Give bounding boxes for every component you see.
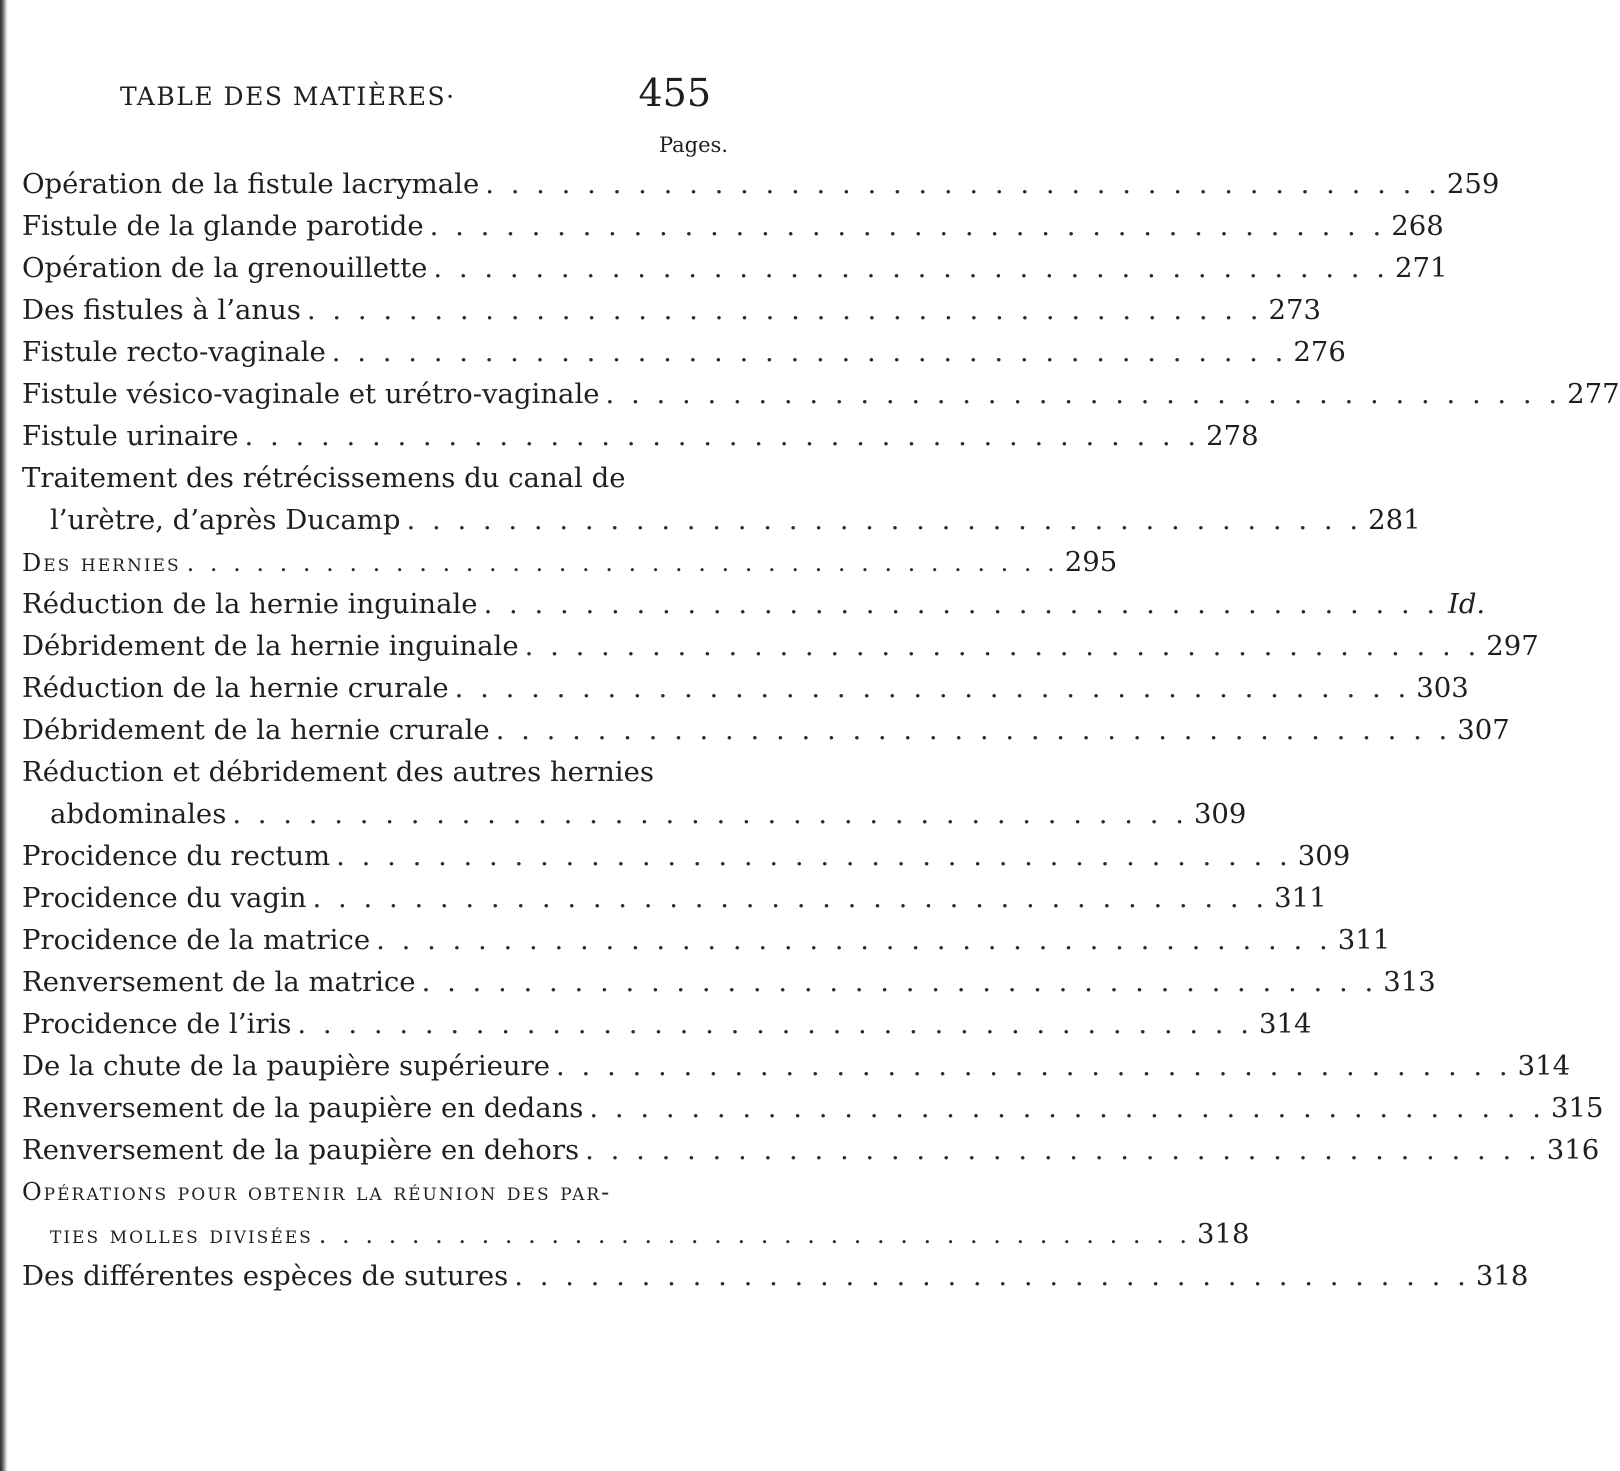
toc-entry <box>22 709 1510 751</box>
toc-entry <box>22 289 1322 331</box>
dot-leader: . . . . . . . . . . . . . . . . . . . . . . . . . . . . . . . . . . . . . . <box>605 378 1562 410</box>
dot-leader: . . . . . . . . . . . . . . . . . . . . . . . . . . . . . . . . . . . . . . <box>495 714 1452 746</box>
toc-entry-page: 309 <box>1297 840 1351 872</box>
toc-entry-page: 315 <box>1551 1092 1604 1124</box>
toc-entry-continuation <box>22 793 1247 835</box>
toc-entry-page: 314 <box>1259 1008 1312 1040</box>
toc-entry <box>22 835 1351 877</box>
dot-leader: . . . . . . . . . . . . . . . . . . . . . . . . . . . . . . . . . . . . . . <box>589 1092 1546 1124</box>
toc-entry <box>22 751 719 793</box>
dot-leader: . . . . . . . . . . . . . . . . . . . . . . . . . . . . . . . . . . . . . . <box>336 840 1292 872</box>
toc-entry-title: Opérations pour obtenir la réunion des par- <box>22 1178 612 1206</box>
toc-entry <box>22 961 1436 1003</box>
toc-entry-page: 316 <box>1546 1134 1600 1166</box>
dot-leader: . . . . . . . . . . . . . . . . . . . . . . . . . . . . . . . . . . . . . . <box>454 672 1411 704</box>
toc-entry-title: Des fistules à l’anus <box>22 294 301 326</box>
toc-entry-page: 313 <box>1383 966 1436 998</box>
toc-entry-title: Des différentes espèces de sutures <box>22 1260 509 1292</box>
toc-entry-page: 303 <box>1416 672 1469 704</box>
toc-entry-continuation <box>22 1213 1250 1255</box>
toc-entry-title: Fistule de la glande parotide <box>22 210 424 242</box>
toc-entry-page: 311 <box>1274 882 1327 914</box>
toc-entry-page: 268 <box>1391 210 1444 242</box>
dot-leader: . . . . . . . . . . . . . . . . . . . . . . . . . . . . . . . . . . . . . . <box>186 549 1059 577</box>
toc-entry-title: Renversement de la paupière en dedans <box>22 1092 584 1124</box>
toc-entry <box>22 667 1469 709</box>
toc-entry-title: Des hernies <box>22 549 181 577</box>
dot-leader: . . . . . . . . . . . . . . . . . . . . . . . . . . . . . . . . . . . . . . <box>429 210 1386 242</box>
toc-entry <box>22 583 1486 625</box>
toc-entry <box>22 1045 1571 1087</box>
toc-entry <box>22 1255 1529 1297</box>
toc-entry-title: Fistule vésico-vaginale et urétro-vaginale <box>22 378 600 410</box>
toc-entry-title: ties molles divisées <box>50 1221 313 1249</box>
toc-entry-title: l’urètre, d’après Ducamp <box>50 504 401 536</box>
dot-leader: . . . . . . . . . . . . . . . . . . . . . . . . . . . . . . . . . . . . . . <box>485 168 1441 200</box>
dot-leader: . . . . . . . . . . . . . . . . . . . . . . . . . . . . . . . . . . . . . . <box>483 588 1440 620</box>
toc-entry-title: Réduction et débridement des autres hernies <box>22 756 654 788</box>
running-head-title: TABLE DES MATIÈRES· <box>120 82 456 111</box>
toc-entry-title: abdominales <box>50 798 227 830</box>
toc-entry <box>22 457 719 499</box>
toc-entry-page: 307 <box>1457 714 1510 746</box>
dot-leader: . . . . . . . . . . . . . . . . . . . . . . . . . . . . . . . . . . . . . . <box>406 504 1363 536</box>
toc-entry-title: Fistule urinaire <box>22 420 239 452</box>
toc-entry-title: Procidence de la matrice <box>22 924 371 956</box>
toc-entry-page: 295 <box>1064 546 1118 578</box>
toc-entry <box>22 163 1500 205</box>
dot-leader: . . . . . . . . . . . . . . . . . . . . . . . . . . . . . . . . . . . . . . <box>318 1221 1191 1249</box>
dot-leader: . . . . . . . . . . . . . . . . . . . . . . . . . . . . . . . . . . . . . . <box>376 924 1332 956</box>
toc-entry <box>22 877 1327 919</box>
dot-leader: . . . . . . . . . . . . . . . . . . . . . . . . . . . . . . . . . . . . . . <box>421 966 1378 998</box>
toc-entry-title: Débridement de la hernie inguinale <box>22 630 519 662</box>
toc-entry <box>22 205 1444 247</box>
toc-entry-title: Réduction de la hernie inguinale <box>22 588 478 620</box>
toc-entry <box>22 1129 1600 1171</box>
toc-entry-title: Renversement de la paupière en dehors <box>22 1134 580 1166</box>
page-number: 455 <box>638 71 711 115</box>
toc-entry <box>22 331 1346 373</box>
toc-entry <box>22 919 1391 961</box>
toc-entry-title: Procidence du rectum <box>22 840 331 872</box>
toc-entry-page: 259 <box>1446 168 1500 200</box>
toc-entry-page: 318 <box>1475 1260 1529 1292</box>
toc-entry-page: 273 <box>1268 294 1322 326</box>
dot-leader: . . . . . . . . . . . . . . . . . . . . . . . . . . . . . . . . . . . . . . <box>514 1260 1470 1292</box>
toc-entry-title: Débridement de la hernie crurale <box>22 714 490 746</box>
toc-entry-title: Procidence du vagin <box>22 882 307 914</box>
toc-entry-title: Réduction de la hernie crurale <box>22 672 449 704</box>
toc-entry-continuation <box>22 499 1421 541</box>
toc-section-heading <box>22 541 1118 583</box>
dot-leader: . . . . . . . . . . . . . . . . . . . . . . . . . . . . . . . . . . . . . . <box>297 1008 1254 1040</box>
toc-entry-title: De la chute de la paupière supérieure <box>22 1050 551 1082</box>
dot-leader: . . . . . . . . . . . . . . . . . . . . . . . . . . . . . . . . . . . . . . <box>312 882 1269 914</box>
toc-entry-page: 314 <box>1517 1050 1571 1082</box>
toc-entry <box>22 625 1539 667</box>
running-head <box>120 71 740 126</box>
toc-entry-page: 277 <box>1567 378 1620 410</box>
toc-entry <box>22 1003 1312 1045</box>
dot-leader: . . . . . . . . . . . . . . . . . . . . . . . . . . . . . . . . . . . . . . <box>524 630 1481 662</box>
toc-entry <box>22 247 1448 289</box>
toc-entry-page: 318 <box>1196 1218 1250 1250</box>
dot-leader: . . . . . . . . . . . . . . . . . . . . . . . . . . . . . . . . . . . . . . <box>331 336 1288 368</box>
dot-leader: . . . . . . . . . . . . . . . . . . . . . . . . . . . . . . . . . . . . . . <box>433 252 1390 284</box>
toc-entry-page: 281 <box>1368 504 1421 536</box>
dot-leader: . . . . . . . . . . . . . . . . . . . . . . . . . . . . . . . . . . . . . . <box>556 1050 1512 1082</box>
dot-leader: . . . . . . . . . . . . . . . . . . . . . . . . . . . . . . . . . . . . . . <box>306 294 1263 326</box>
toc-entry-title: Renversement de la matrice <box>22 966 416 998</box>
toc-entry <box>22 373 1620 415</box>
dot-leader: . . . . . . . . . . . . . . . . . . . . . . . . . . . . . . . . . . . . . . <box>232 798 1188 830</box>
toc-entry-title: Opération de la fistule lacrymale <box>22 168 480 200</box>
toc-entry-page: 311 <box>1337 924 1391 956</box>
toc-section-heading <box>22 1171 719 1213</box>
toc-entry-page: 297 <box>1486 630 1539 662</box>
toc-entry-title: Traitement des rétrécissemens du canal de <box>22 462 626 494</box>
toc-entry-title: Fistule recto-vaginale <box>22 336 326 368</box>
dot-leader: . . . . . . . . . . . . . . . . . . . . . . . . . . . . . . . . . . . . . . <box>244 420 1201 452</box>
table-of-contents <box>22 163 1620 1297</box>
toc-entry-page: 276 <box>1293 336 1346 368</box>
toc-entry-page: 271 <box>1395 252 1448 284</box>
toc-entry-title: Procidence de l’iris <box>22 1008 292 1040</box>
toc-entry-page: Id. <box>1447 588 1486 620</box>
dot-leader: . . . . . . . . . . . . . . . . . . . . . . . . . . . . . . . . . . . . . . <box>585 1134 1541 1166</box>
toc-entry-page: 309 <box>1193 798 1247 830</box>
toc-entry <box>22 415 1259 457</box>
toc-entry-page: 278 <box>1206 420 1259 452</box>
pages-column-label: Pages. <box>658 133 728 157</box>
toc-entry <box>22 1087 1604 1129</box>
toc-entry-title: Opération de la grenouillette <box>22 252 428 284</box>
